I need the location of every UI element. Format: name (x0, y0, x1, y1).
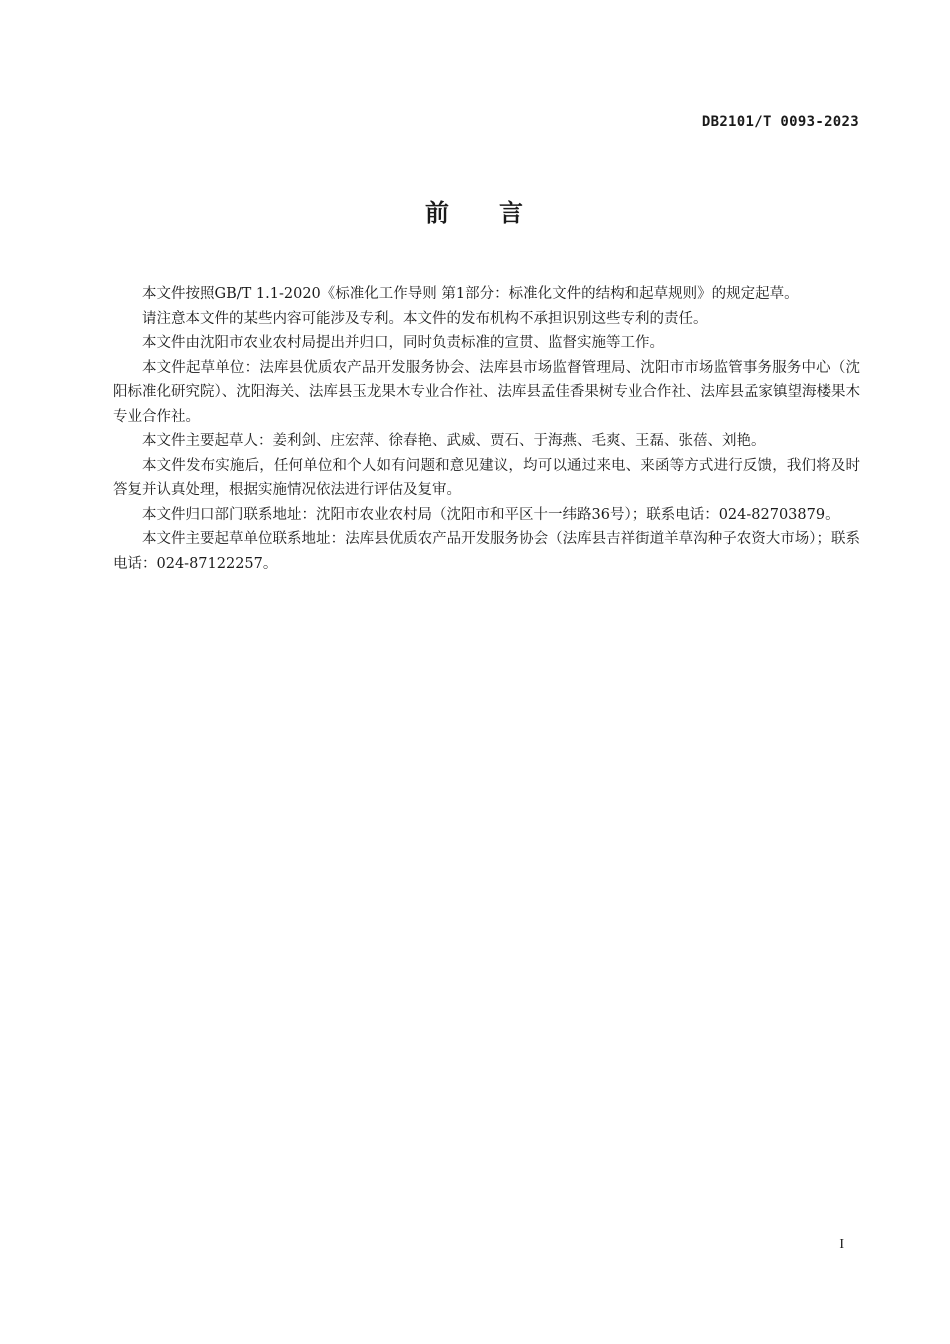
paragraph-proposer: 本文件由沈阳市农业农村局提出并归口，同时负责标准的宣贯、监督实施等工作。 (142, 335, 664, 351)
paragraph-drafter-contact: 本文件主要起草单位联系地址：法库县优质农产品开发服务协会（法库县吉祥街道羊草沟种子农资大市场）；联系电话：024-87122257。 (113, 531, 860, 572)
page-title (0, 193, 950, 228)
paragraph-feedback: 本文件发布实施后，任何单位和个人如有问题和意见建议，均可以通过来电、来函等方式进行反馈，我们将及时答复并认真处理，根据实施情况依法进行评估及复审。 (113, 457, 860, 498)
paragraph-drafters: 本文件主要起草人：姜利剑、庄宏萍、徐春艳、武威、贾石、于海燕、毛爽、王磊、张蓓、刘艳。 (142, 433, 766, 449)
paragraph-standard-basis: 本文件按照GB/T 1.1-2020《标准化工作导则 第1部分：标准化文件的结构和起草规则》的规定起草。 (142, 286, 799, 302)
document-code: DB2101/T 0093-2023 (701, 114, 859, 130)
paragraph-drafting-units: 本文件起草单位：法库县优质农产品开发服务协会、法库县市场监督管理局、沈阳市市场监管事务服务中心（沈阳标准化研究院）、沈阳海关、法库县玉龙果木专业合作社、法库县孟佳香果树专业合作社、法库县孟家镇望海楼果木专业合作社。 (113, 359, 860, 425)
paragraph-authority-contact: 本文件归口部门联系地址：沈阳市农业农村局（沈阳市和平区十一纬路36号）；联系电话：024-82703879。 (142, 506, 840, 523)
foreword-body (113, 282, 860, 576)
paragraph-patent-notice: 请注意本文件的某些内容可能涉及专利。本文件的发布机构不承担识别这些专利的责任。 (142, 310, 708, 327)
page-number: I (839, 1237, 844, 1252)
title-char-2: 言 (499, 199, 525, 227)
title-char-1: 前 (425, 199, 451, 227)
